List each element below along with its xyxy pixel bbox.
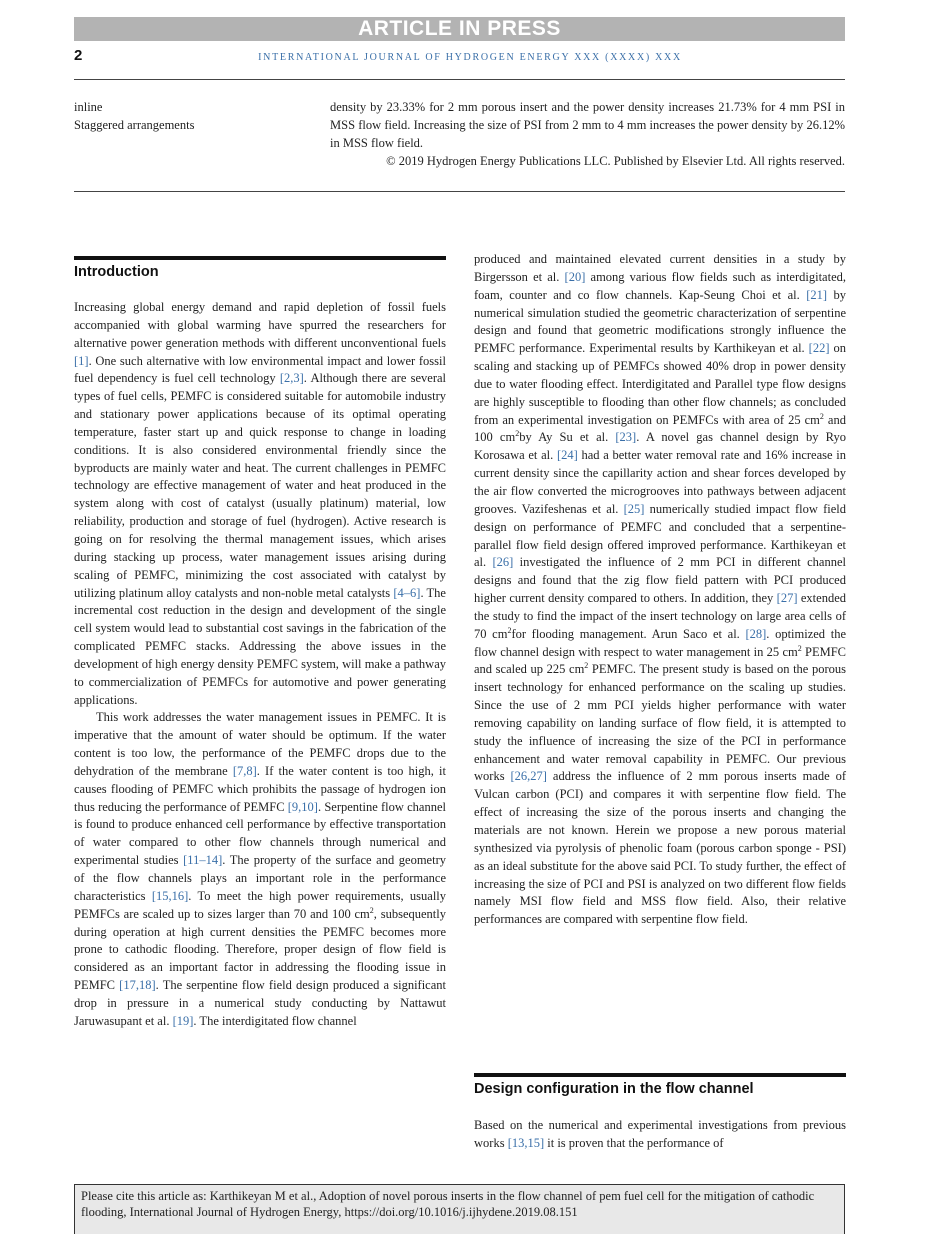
page-number: 2 (74, 47, 83, 64)
article-in-press-banner: ARTICLE IN PRESS (74, 17, 845, 41)
citation-link[interactable]: [26] (492, 555, 514, 570)
right-column (474, 251, 846, 929)
section-heading-introduction: Introduction (74, 264, 159, 280)
left-column (74, 299, 446, 1031)
header-rule (74, 79, 845, 80)
citation-link[interactable]: [7,8] (232, 763, 257, 778)
citation-link[interactable]: [17,18] (119, 978, 156, 993)
keyword: inline (74, 100, 103, 114)
journal-title[interactable]: INTERNATIONAL JOURNAL OF HYDROGEN ENERGY XXX (XXXX) XXX (258, 52, 682, 63)
keywords-list (74, 98, 314, 134)
citation-link[interactable]: [4–6] (393, 585, 421, 600)
paragraph: Increasing global energy demand and rapid depletion of fossil fuels accompanied with global warming have spurred the researchers for alternative power generation methods with different unconventional fuels [1]. One such alternative with low environmental impact and lower fossil fuel dependency is fuel cell technology [2,3]. Although there are several types of fuel cells, PEMFC is considered suitable for automobile industry and stationary power applications because of its optimal operating temperature, faster start up and quick response to change in loading conditions. It is also considered environmental friendly since the byproducts are mainly water and heat. The current challenges in PEMFC technology are effective management of water and heat produced in the system along with cost of catalyst (usually platinum) material, low reliability, production and storage of fuel (hydrogen). Active research is going on for resolving the thermal management issues, which arises during stacking up process, water management issues arising during scaling of PEMFC, minimizing the cost associated with catalyst by utilizing platinum alloy catalysts and non-noble metal catalysts [4–6]. The incremental cost reduction in the design and development of the single cell system would lead to substantial cost savings in the fabrication of the complicated PEMFC stacks. Addressing the above issues in the development of high energy density PEMFC system, will make a pathway to commercialization of PEMFCs for automotive and power generating applications. (74, 300, 446, 707)
citation-link[interactable]: [15,16] (151, 888, 189, 903)
citation-link[interactable]: [9,10] (287, 799, 318, 814)
copyright-notice: © 2019 Hydrogen Energy Publications LLC. Published by Elsevier Ltd. All rights reserved. (386, 154, 845, 168)
section-bar (74, 256, 446, 260)
section-bar (474, 1073, 846, 1077)
paragraph: This work addresses the water management issues in PEMFC. It is imperative that the amount of water should be optimum. If the water content is too low, the performance of the PEMFC drops due to the dehydration of the membrane [7,8]. If the water content is too high, it causes flooding of PEMFC which prohibits the passage of hydrogen ion thus reducing the performance of PEMFC [9,10]. Serpentine flow channel is found to produce enhanced cell performance by effective transportation of water compared to other flow channels through numerical and experimental studies [11–14]. The property of the surface and geometry of the flow channels plays an important role in the performance characteristics [15,16]. To meet the high power requirements, usually PEMFCs are scaled up to sizes larger than 70 and 100 $cm^2$, subsequently during operation at high current densities the PEMFC becomes more prone to cathodic flooding. Therefore, proper design of flow field is considered as an important factor in addressing the flooding issue in PEMFC [17,18]. The serpentine flow field design produced a significant drop in pressure in a numerical study conducting by Nattawut Jaruwasupant et al. [19]. The interdigitated flow channel (74, 710, 447, 1028)
paragraph: produced and maintained elevated current densities in a study by Birgersson et al. [20] among various flow fields such as interdigitated, foam, counter and co flow channels. Kap-Seung Choi et al. [21] by numerical simulation studied the geometric characterization of serpentine design and found that geometric modifications strongly influence the PEMFC performance. Experimental results by Karthikeyan et al. [22] on scaling and stacking up of PEMFCs showed 40% drop in power density due to water flooding effect. Interdigitated and Parallel type flow designs are highly susceptible to flooding than other flow channels; as concluded from an experimental investigation on PEMFCs with area of 25 $cm^2$ and 100 $cm^2by$ Ay Su et al. [23]. A novel gas channel design by Ryo Korosawa et al. [24] had a better water removal rate and 16% increase in current density since the capillarity action and shear forces developed by the air flow converted the microgrooves into pathways between adjacent grooves. Vazifeshenas et al. [25] numerically studied impact flow field design on performance of PEMFC and concluded that a serpentine-parallel flow field design offered improved performance. Karthikeyan et al. [26] investigated the influence of 2 mm PCI in different channel designs and found that the zig flow field pattern with PCI produced higher current density compared to others. In addition, they [27] extended the study to find the impact of the insert technology on large area cells of 70 $cm^2for$ flooding management. Arun Saco et al. [28]. optimized the flow channel design with respect to water management in 25 $cm^2$ PEMFC and scaled up 225 $cm^2$ PEMFC. The present study is based on the porous insert technology for enhanced performance on the scaling up studies. Since the use of 2 mm PCI yields higher performance with water removing capability on landing surface of flow field, it is attempted to study the influence of increasing the size of the PCI in performance enhancement and water removal capability in PEMFC. Our previous works [26,27] address the influence of 2 mm porous inserts made of Vulcan carbon (PCI) and compares it with serpentine flow field. The effect of increasing the size of the porous inserts and changing the materials are not known. Herein we propose a new porous material synthesized via pyrolysis of phenolic foam (porous carbon sponge - PSI) as an ideal substitute for the above said PCI. To study further, the effect of increasing the size of PCI and PSI is analyzed on two different flow fields namely MSI flow field and MSS flow field. Also, their relative performances are compared with serpentine flow field. (474, 252, 847, 927)
abstract-rule (74, 191, 845, 192)
citation-link[interactable]: [2,3] (279, 371, 304, 386)
citation-link[interactable]: [26,27] (510, 769, 547, 784)
citation-link[interactable]: [21] (806, 287, 828, 302)
citation-link[interactable]: [27] (776, 591, 798, 606)
section-heading-design: Design configuration in the flow channel (474, 1081, 754, 1097)
citation-link[interactable]: [13,15] (507, 1135, 545, 1150)
paragraph: Based on the numerical and experimental investigations from previous works [13,15] it is proven that the performance of (474, 1118, 846, 1150)
citation-link[interactable]: [24] (556, 448, 578, 463)
citation-link[interactable]: [11–14] (183, 853, 223, 868)
citation-link[interactable]: [22] (808, 341, 830, 356)
citation-link[interactable]: [23] (615, 430, 637, 445)
abstract-text: density by 23.33% for 2 mm porous insert and the power density increases 21.73% for 4 mm PSI in MSS flow field. Increasing the size of PSI from 2 mm to 4 mm increases the power density by 26.12% in MSS flow field. (330, 100, 845, 150)
citation-link[interactable]: [25] (623, 501, 645, 516)
citation-link[interactable]: [1] (74, 353, 89, 368)
citation-link[interactable]: [19] (172, 1013, 194, 1028)
design-paragraph (474, 1117, 846, 1153)
citation-link[interactable]: [28] (745, 626, 767, 641)
keyword: Staggered arrangements (74, 118, 195, 132)
citation-footer: Please cite this article as: Karthikeyan M et al., Adoption of novel porous inserts in the flow channel of pem fuel cell for the mitigation of cathodic flooding, International Journal of Hydrogen Energy, https://doi.org/10.1016/j.ijhydene.2019.08.151 (74, 1184, 845, 1234)
citation-link[interactable]: [20] (564, 269, 586, 284)
